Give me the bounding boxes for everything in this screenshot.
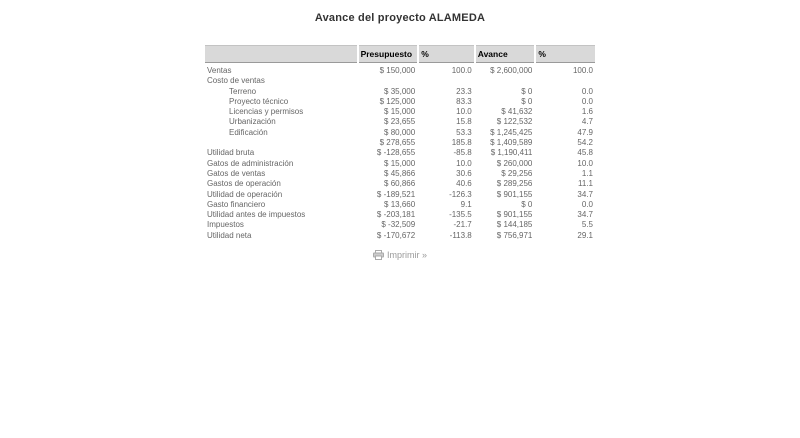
- header-avance: Avance: [476, 45, 535, 63]
- report-table-header: [205, 45, 595, 63]
- page-title: Avance del proyecto ALAMEDA: [314, 12, 486, 24]
- avance-pct: 11.1: [578, 179, 593, 189]
- table-row: [205, 117, 595, 127]
- presupuesto-pct: -113.8: [449, 230, 472, 240]
- presupuesto-pct: -21.7: [453, 220, 472, 230]
- row-label: Utilidad neta: [207, 230, 252, 240]
- row-label: Costo de ventas: [207, 76, 265, 86]
- avance-pct: 0.0: [581, 199, 593, 209]
- presupuesto-value: $ -128,655: [376, 148, 416, 158]
- presupuesto-pct: -135.5: [449, 210, 472, 220]
- avance-value: [476, 76, 535, 86]
- presupuesto-value: $ 80,000: [384, 127, 416, 137]
- avance-value: $ 0: [521, 199, 533, 209]
- presupuesto-pct: 100.0: [451, 66, 472, 75]
- avance-pct: 5.5: [581, 220, 593, 230]
- table-row: [205, 231, 595, 241]
- row-label: Utilidad de operación: [207, 189, 283, 199]
- avance-value: $ 289,256: [496, 179, 533, 189]
- print-link-label: Imprimir »: [387, 250, 427, 261]
- row-label: Terreno: [229, 86, 257, 96]
- avance-value: $ 122,532: [496, 117, 533, 127]
- presupuesto-pct: 23.3: [456, 86, 472, 96]
- avance-value: $ 41,632: [501, 107, 533, 117]
- avance-pct: 1.6: [581, 107, 593, 117]
- presupuesto-value: $ 278,655: [379, 138, 416, 148]
- row-label: Gatos de administración: [207, 158, 294, 168]
- row-label: Impuestos: [207, 220, 244, 230]
- table-row: [205, 63, 595, 76]
- avance-value: $ 29,256: [501, 168, 533, 178]
- row-label: Urbanización: [229, 117, 276, 127]
- table-row: [205, 76, 595, 86]
- avance-value: $ 144,185: [496, 220, 533, 230]
- avance-pct: 1.1: [581, 168, 593, 178]
- header-avance-pct: %: [536, 45, 595, 63]
- presupuesto-value: [359, 76, 418, 86]
- table-row: [205, 97, 595, 107]
- row-label: Proyecto técnico: [229, 96, 289, 106]
- row-label: Ventas: [207, 66, 232, 75]
- row-label: Edificación: [229, 127, 268, 137]
- printer-icon: [373, 250, 384, 260]
- table-row: [205, 220, 595, 230]
- presupuesto-value: $ 150,000: [379, 66, 416, 75]
- presupuesto-value: $ 125,000: [379, 96, 416, 106]
- row-label: [205, 138, 357, 148]
- row-label: Gastos de operación: [207, 179, 281, 189]
- avance-value: $ 901,155: [496, 210, 533, 220]
- table-row: [205, 210, 595, 220]
- avance-pct: 29.1: [577, 230, 593, 240]
- footer: [0, 250, 800, 260]
- avance-pct: 47.9: [577, 127, 593, 137]
- presupuesto-pct: -85.8: [453, 148, 472, 158]
- avance-value: $ 1,409,589: [490, 138, 533, 148]
- table-row: [205, 179, 595, 189]
- avance-value: $ 260,000: [496, 158, 533, 168]
- avance-value: $ 756,971: [496, 230, 533, 240]
- row-label: Gasto financiero: [207, 199, 266, 209]
- table-row: [205, 200, 595, 210]
- avance-value: $ 1,190,411: [490, 148, 533, 158]
- avance-value: $ 0: [521, 96, 533, 106]
- row-label: Licencias y permisos: [229, 107, 304, 117]
- row-label: Utilidad bruta: [207, 148, 255, 158]
- presupuesto-value: $ -203,181: [376, 210, 416, 220]
- avance-value: $ 2,600,000: [490, 66, 533, 75]
- header-presupuesto-pct: %: [419, 45, 474, 63]
- avance-pct: 0.0: [581, 86, 593, 96]
- presupuesto-pct: 10.0: [456, 158, 472, 168]
- avance-value: $ 0: [521, 86, 533, 96]
- avance-pct: [536, 76, 595, 86]
- presupuesto-value: $ 15,000: [384, 107, 416, 117]
- avance-pct: 34.7: [577, 210, 593, 220]
- presupuesto-pct: [419, 76, 474, 86]
- row-label: Utilidad antes de impuestos: [207, 210, 306, 220]
- table-row: [205, 128, 595, 138]
- print-link[interactable]: [373, 250, 427, 260]
- avance-value: $ 1,245,425: [490, 127, 533, 137]
- report-table-body: [205, 63, 595, 241]
- avance-pct: 0.0: [581, 96, 593, 106]
- presupuesto-value: $ 13,660: [384, 199, 416, 209]
- header-row: [205, 45, 595, 63]
- presupuesto-pct: 53.3: [456, 127, 472, 137]
- table-row: [205, 190, 595, 200]
- avance-pct: 34.7: [577, 189, 593, 199]
- presupuesto-pct: 15.8: [456, 117, 472, 127]
- presupuesto-pct: -126.3: [449, 189, 472, 199]
- avance-pct: 45.8: [577, 148, 593, 158]
- report-table: [203, 45, 597, 241]
- avance-pct: 10.0: [577, 158, 593, 168]
- presupuesto-pct: 83.3: [456, 96, 472, 106]
- presupuesto-pct: 30.6: [456, 168, 472, 178]
- avance-pct: 54.2: [577, 138, 593, 148]
- header-presupuesto: Presupuesto: [359, 45, 418, 63]
- presupuesto-pct: 185.8: [451, 138, 472, 148]
- table-row: [205, 148, 595, 158]
- presupuesto-pct: 40.6: [456, 179, 472, 189]
- presupuesto-value: $ 15,000: [384, 158, 416, 168]
- header-empty: [205, 45, 357, 63]
- avance-pct: 4.7: [581, 117, 593, 127]
- avance-value: $ 901,155: [496, 189, 533, 199]
- table-row: [205, 169, 595, 179]
- presupuesto-pct: 10.0: [456, 107, 472, 117]
- presupuesto-value: $ -32,509: [381, 220, 416, 230]
- table-row: [205, 159, 595, 169]
- presupuesto-value: $ 23,655: [384, 117, 416, 127]
- row-label: Gatos de ventas: [207, 168, 266, 178]
- presupuesto-value: $ 35,000: [384, 86, 416, 96]
- presupuesto-value: $ -170,672: [376, 230, 416, 240]
- presupuesto-pct: 9.1: [460, 199, 472, 209]
- table-row: [205, 107, 595, 117]
- avance-pct: 100.0: [572, 66, 593, 75]
- presupuesto-value: $ 45,866: [384, 168, 416, 178]
- table-row: [205, 87, 595, 97]
- presupuesto-value: $ 60,866: [384, 179, 416, 189]
- table-row: [205, 138, 595, 148]
- presupuesto-value: $ -189,521: [376, 189, 416, 199]
